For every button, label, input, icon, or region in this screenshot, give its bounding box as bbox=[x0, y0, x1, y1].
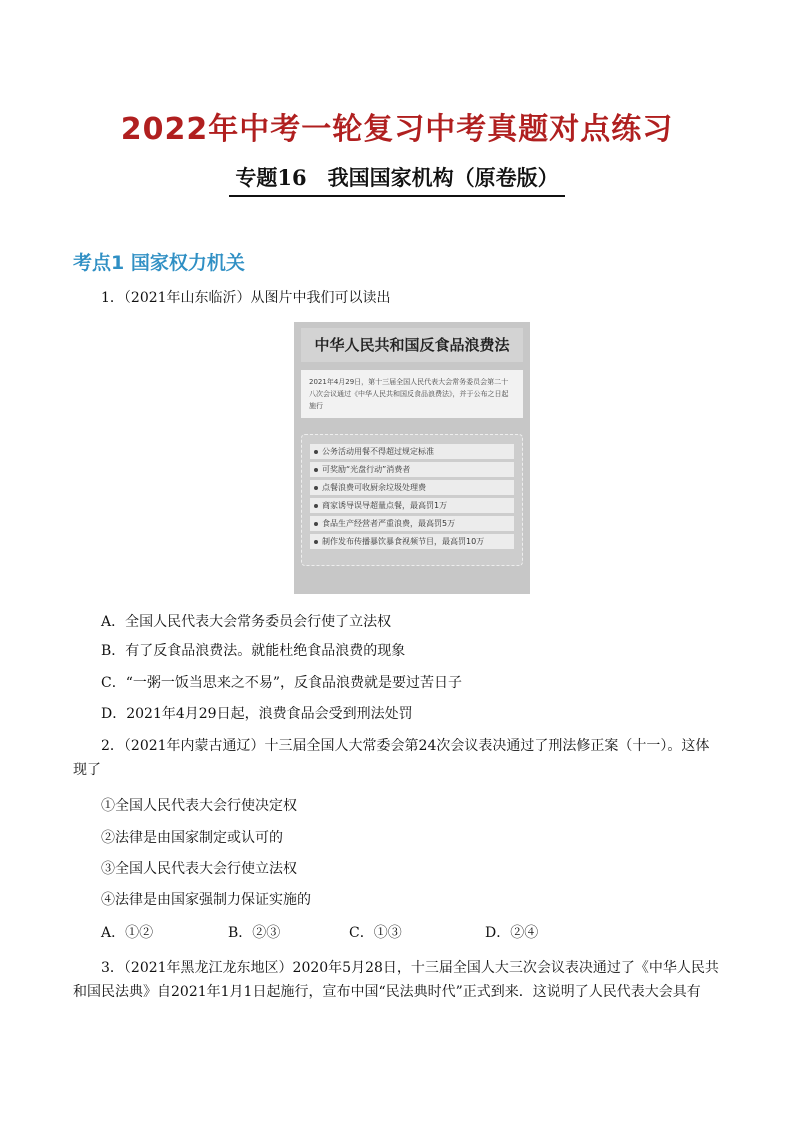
q2-choice-a: A．①② bbox=[101, 925, 154, 941]
bullet-icon bbox=[314, 486, 318, 490]
question-3-stem: 3．（2021年黑龙江龙东地区）2020年5月28日，十三届全国人大三次会议表决通过了《中华人民共和国民法典》自2021年1月1日起施行，宣布中国“民法典时代”正式到来．这说明了人民代表大会具有 bbox=[73, 960, 719, 1000]
q2-choice-d: D．②④ bbox=[485, 925, 539, 941]
bullet-icon bbox=[314, 468, 318, 472]
poster-items-box bbox=[301, 434, 523, 566]
q1-option-c: C．“一粥一饭当思来之不易”，反食品浪费就是要过苦日子 bbox=[101, 675, 463, 691]
q2-choice-b: B．②③ bbox=[228, 925, 281, 941]
page-subtitle bbox=[0, 162, 794, 197]
poster-item: 商家诱导误导超量点餐，最高罚1万 bbox=[310, 498, 514, 513]
q2-statement-1: ①全国人民代表大会行使决定权 bbox=[101, 798, 297, 814]
page-title: 2022年中考一轮复习中考真题对点练习 bbox=[120, 112, 674, 147]
q1-option-a: A．全国人民代表大会常务委员会行使了立法权 bbox=[101, 614, 392, 630]
poster-item: 可奖励“光盘行动”消费者 bbox=[310, 462, 514, 477]
poster-item: 公务活动用餐不得超过规定标准 bbox=[310, 444, 514, 459]
bullet-icon bbox=[314, 540, 318, 544]
poster-item: 制作发布传播暴饮暴食视频节目，最高罚10万 bbox=[310, 534, 514, 549]
poster-item: 食品生产经营者严重浪费，最高罚5万 bbox=[310, 516, 514, 531]
section-heading: 考点1 国家权力机关 bbox=[73, 252, 245, 274]
subtitle-text: 专题16 我国国家机构（原卷版） bbox=[229, 162, 564, 197]
poster-item: 点餐浪费可收厨余垃圾处理费 bbox=[310, 480, 514, 495]
q1-option-b: B．有了反食品浪费法。就能杜绝食品浪费的现象 bbox=[101, 643, 406, 659]
poster-title: 中华人民共和国反食品浪费法 bbox=[301, 328, 523, 362]
bullet-icon bbox=[314, 504, 318, 508]
bullet-icon bbox=[314, 450, 318, 454]
q1-option-d: D．2021年4月29日起，浪费食品会受到刑法处罚 bbox=[101, 706, 413, 722]
question-1-stem: 1．（2021年山东临沂）从图片中我们可以读出 bbox=[101, 290, 391, 306]
q2-statement-3: ③全国人民代表大会行使立法权 bbox=[101, 861, 297, 877]
q2-statement-4: ④法律是由国家强制力保证实施的 bbox=[101, 892, 311, 908]
q2-choice-c: C．①③ bbox=[349, 925, 402, 941]
q2-statement-2: ②法律是由国家制定或认可的 bbox=[101, 830, 283, 846]
law-poster-image bbox=[294, 322, 530, 594]
poster-note: 2021年4月29日，第十三届全国人民代表大会常务委员会第二十八次会议通过《中华人民共和国反食品浪费法》，并于公布之日起施行 bbox=[301, 370, 523, 418]
question-2-stem: 2．（2021年内蒙古通辽）十三届全国人大常委会第24次会议表决通过了刑法修正案（十一）。这体现了 bbox=[73, 738, 710, 778]
bullet-icon bbox=[314, 522, 318, 526]
